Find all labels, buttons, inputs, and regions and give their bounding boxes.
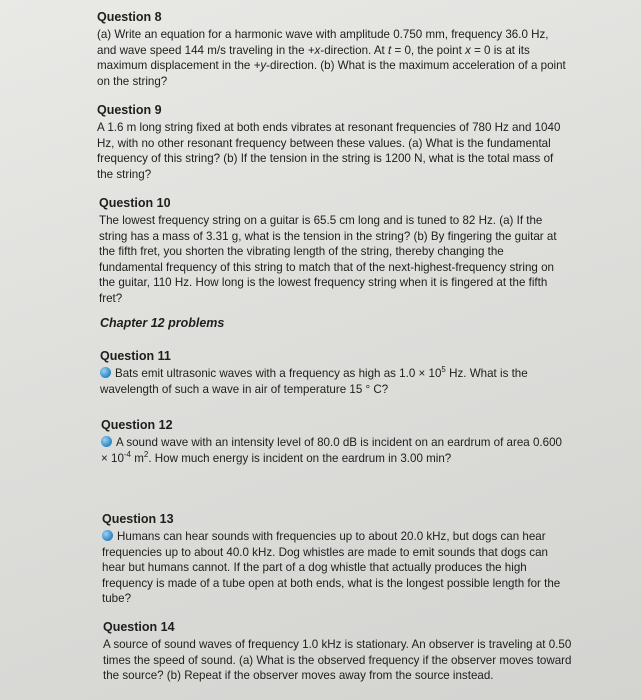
question-title: Question 10 [99, 196, 171, 210]
question-text: (a) Write an equation for a harmonic wave with amplitude 0.750 mm, frequency 36.0 Hz, and wave speed 144 m/s traveling in the +x-direction. At t = 0, the point x = 0 is at its maximum displacement in the +y-direction. (b) What is the maximum acceleration of a point on the string? [97, 28, 566, 88]
question-title: Question 9 [97, 103, 162, 117]
help-icon[interactable] [102, 530, 113, 541]
question-text: A sound wave with an intensity level of 80.0 dB is incident on an eardrum of area $0.600 \times 10^{-4}$ $m^2$. How much energy is incident on the eardrum in 3.00 min? [101, 436, 562, 465]
question-text: Bats emit ultrasonic waves with a frequency as high as $1.0 \times 10^5$ Hz. What is the wavelength of such a wave in air of temperature 15 ° C? [100, 365, 528, 396]
question-11 [100, 349, 570, 397]
question-text: Humans can hear sounds with frequencies up to about 20.0 kHz, but dogs can hear frequencies up to about 40.0 kHz. Dog whistles are made to emit sounds that dogs can hear but humans cannot. If the part of a dog whistle that actually produces the high frequency is made of a tube open at both ends, what is the longest possible length for the tube? [102, 530, 561, 606]
question-text: A 1.6 m long string fixed at both ends vibrates at resonant frequencies of 780 Hz and 1040 Hz, with no other resonant frequency between these values. (a) What is the fundamental frequency of this string? (b) If the tension in the string is 1200 N, what is the total mass of the string? [97, 121, 561, 181]
question-title: Question 13 [102, 512, 174, 526]
question-14 [103, 620, 578, 684]
question-text: The lowest frequency string on a guitar is 65.5 cm long and is tuned to 82 Hz. (a) If the string has a mass of 3.31 g, what is the tension in the string? (b) By fingering the guitar at the fifth fret, you shorten the vibrating length of the string, thereby changing the fundamental frequency of this string to match that of the next-highest-frequency string on the guitar, 110 Hz. How long is the lowest frequency string when it is fingered at the fifth fret? [99, 214, 557, 305]
question-title: Question 14 [103, 620, 175, 634]
question-text: A source of sound waves of frequency 1.0 kHz is stationary. An observer is traveling at 0.50 times the speed of sound. (a) What is the observed frequency if the observer moves toward the source? (b) Repeat if the observer moves away from the source instead. [103, 638, 572, 683]
question-12 [101, 418, 571, 466]
question-title: Question 8 [97, 10, 162, 24]
help-icon[interactable] [101, 436, 112, 447]
question-title: Question 12 [101, 418, 173, 432]
question-10 [99, 196, 569, 307]
question-13 [102, 512, 572, 607]
question-9 [97, 103, 567, 182]
question-title: Question 11 [100, 349, 171, 363]
question-8 [97, 10, 567, 89]
chapter-heading: Chapter 12 problems [100, 316, 225, 330]
help-icon[interactable] [100, 367, 111, 378]
